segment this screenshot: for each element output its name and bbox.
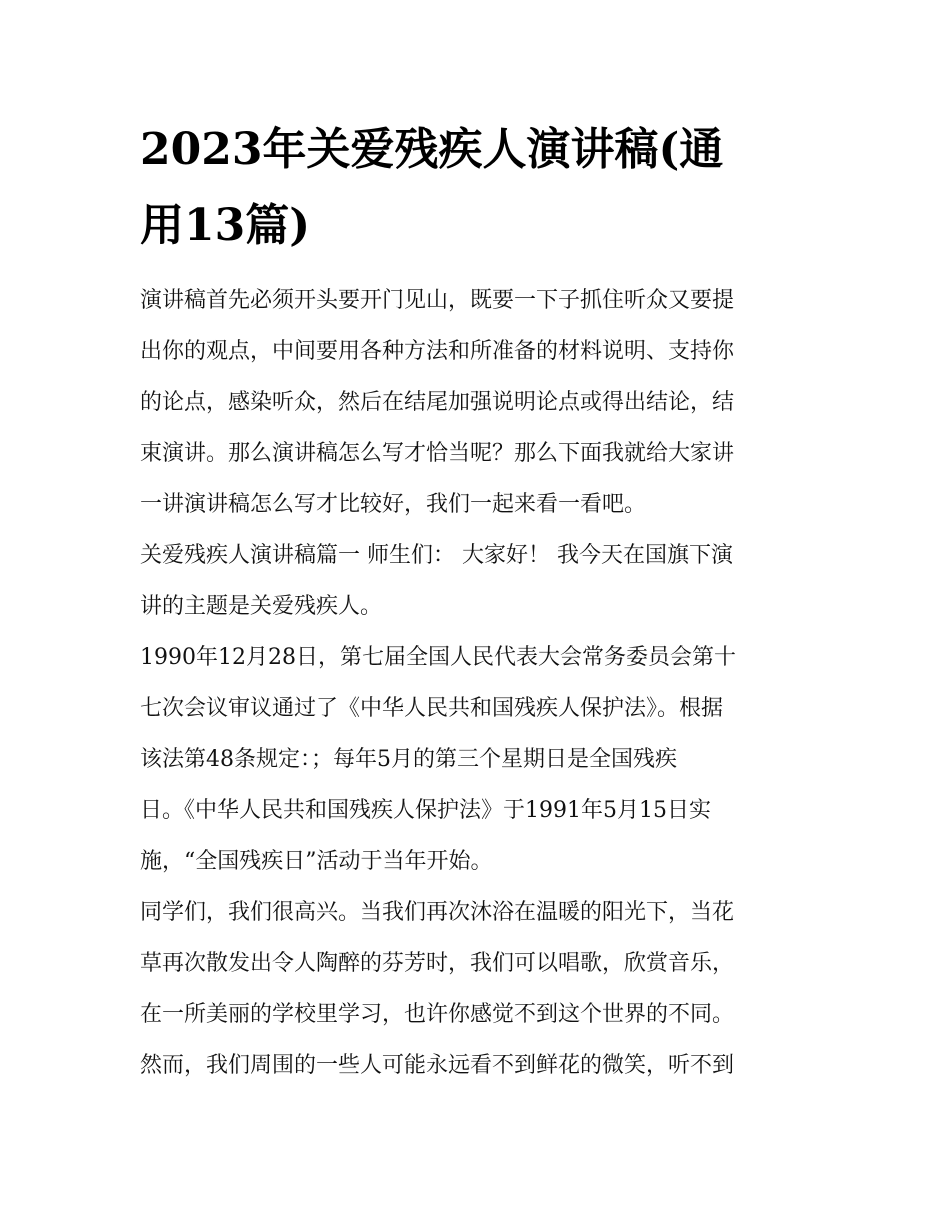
text-line: 的论点，感染听众，然后在结尾加强说明论点或得出结论，结: [140, 390, 735, 415]
paragraph-students: [140, 887, 820, 1091]
text-line: 束演讲。那么演讲稿怎么写才恰当呢？那么下面我就给大家讲: [140, 441, 735, 466]
text-line: 该法第48条规定：；每年5月的第三个星期日是全国残疾: [140, 747, 677, 772]
paragraph-intro: [140, 275, 820, 530]
text-line: 讲的主题是关爱残疾人。: [140, 594, 383, 619]
title-line: 2023年关爱残疾人演讲稿(通: [140, 124, 724, 175]
text-line: 草再次散发出令人陶醉的芬芳时，我们可以唱歌，欣赏音乐，: [140, 951, 735, 976]
text-line: 七次会议审议通过了《中华人民共和国残疾人保护法》。根据: [140, 696, 724, 721]
document-title: [140, 112, 820, 264]
text-line: 日。《中华人民共和国残疾人保护法》于1991年5月15日实: [140, 798, 711, 823]
text-line: 然而，我们周围的一些人可能永远看不到鲜花的微笑，听不到: [140, 1053, 735, 1078]
document-body: [140, 275, 820, 1091]
text-line: 出你的观点，中间要用各种方法和所准备的材料说明、支持你: [140, 339, 735, 364]
text-line: 施，“全国残疾日”活动于当年开始。: [140, 849, 493, 874]
text-line: 同学们，我们很高兴。当我们再次沐浴在温暖的阳光下，当花: [140, 900, 735, 925]
text-line: 在一所美丽的学校里学习，也许你感觉不到这个世界的不同。: [140, 1002, 735, 1027]
text-line: 演讲稿首先必须开头要开门见山，既要一下子抓住听众又要提: [140, 288, 735, 313]
text-line: 一讲演讲稿怎么写才比较好，我们一起来看一看吧。: [140, 492, 647, 517]
text-line: 关爱残疾人演讲稿篇一 师生们： 大家好！ 我今天在国旗下演: [140, 543, 733, 568]
text-line: 1990年12月28日，第七届全国人民代表大会常务委员会第十: [140, 645, 736, 670]
paragraph-speech-opening: [140, 530, 820, 632]
title-line: 用13篇): [140, 200, 311, 251]
paragraph-history: [140, 632, 820, 887]
